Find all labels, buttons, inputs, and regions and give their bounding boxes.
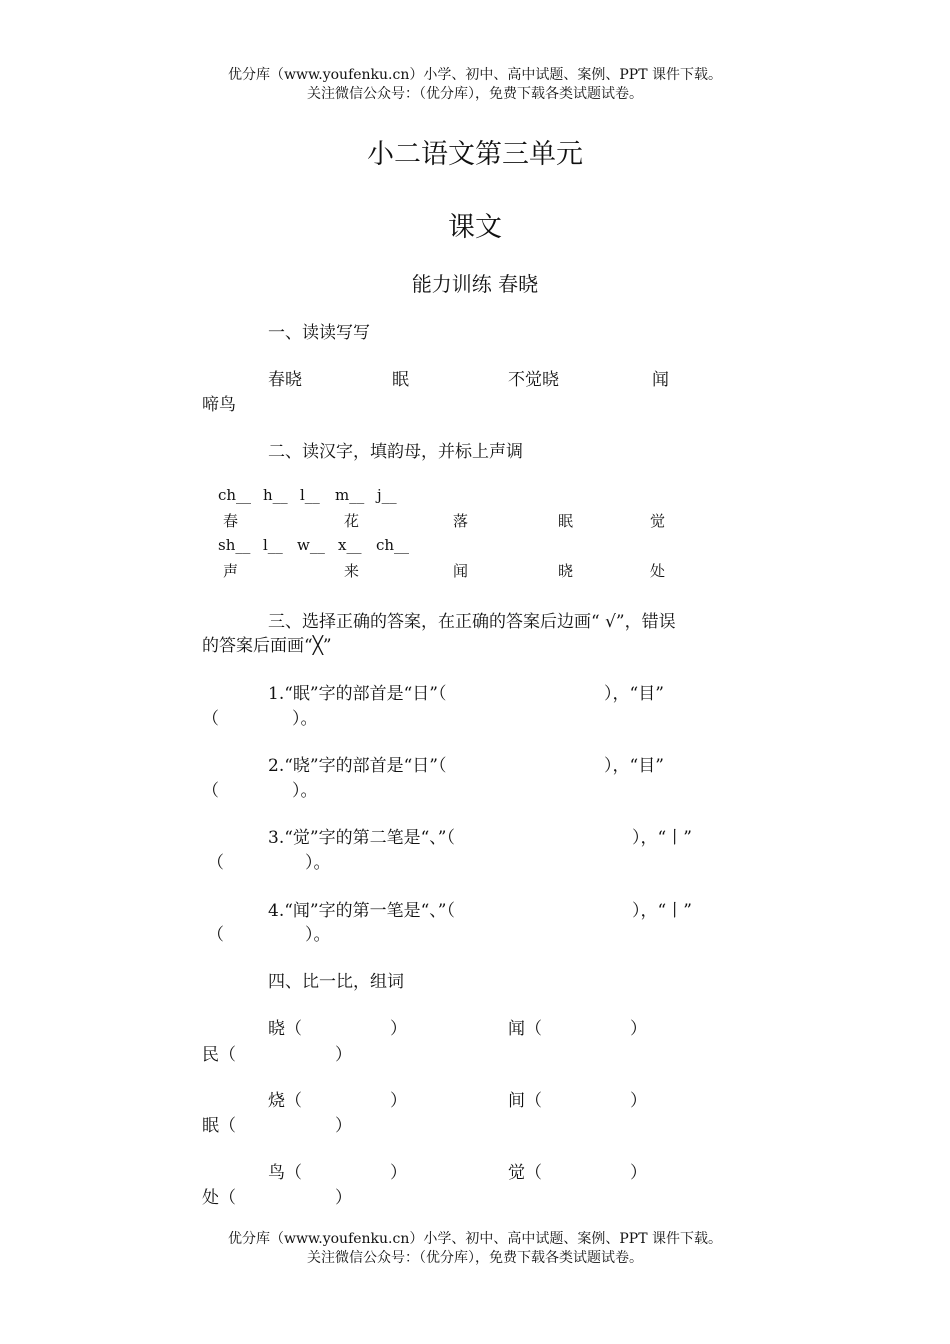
- q4-word: 间（: [508, 1091, 542, 1111]
- q3-item-paren: ）。: [305, 853, 331, 873]
- hanzi: 晓: [558, 562, 574, 580]
- q3-item-paren: （: [202, 781, 219, 801]
- footer-line-1: 优分库（www.youfenku.cn）小学、初中、高中试题、案例、PPT 课件下载。: [227, 1231, 722, 1247]
- header-line-1: 优分库（www.youfenku.cn）小学、初中、高中试题、案例、PPT 课件下载。: [227, 67, 722, 83]
- pinyin-blank: sh__: [218, 536, 251, 554]
- q3-item-cont: ），“目”: [604, 756, 664, 776]
- pinyin-blank: j__: [377, 486, 397, 504]
- pinyin-blank: ch__: [376, 536, 410, 554]
- q3-item: 1.“眠”字的部首是“日”（: [268, 684, 447, 704]
- q4-paren: ）: [335, 1116, 352, 1136]
- q4-word: 眠（: [202, 1116, 236, 1136]
- q2-heading: 二、读汉字，填韵母，并标上声调: [268, 442, 523, 462]
- q3-item-paren: （: [207, 925, 224, 945]
- q3-item-cont: ），“丨”: [632, 901, 692, 921]
- q3-item-cont: ），“目”: [604, 684, 664, 704]
- q3-item: 2.“晓”字的部首是“日”（: [268, 756, 447, 776]
- q4-word: 觉（: [508, 1163, 542, 1183]
- q1-word: 春晓: [268, 370, 302, 390]
- q3-item: 3.“觉”字的第二笔是“、”（: [268, 828, 455, 848]
- section-title: 能力训练 春晓: [411, 272, 539, 296]
- header-line-2: 关注微信公众号：（优分库），免费下载各类试题试卷。: [307, 86, 643, 102]
- q4-word: 闻（: [508, 1019, 542, 1039]
- q4-word: 鸟（: [268, 1163, 302, 1183]
- q3-item-paren: ）。: [292, 781, 318, 801]
- q1-word: 闻: [652, 370, 669, 390]
- q3-item: 4.“闻”字的第一笔是“、”（: [268, 901, 455, 921]
- q3-item-paren: （: [202, 709, 219, 729]
- q4-word: 处（: [202, 1188, 236, 1208]
- q1-word: 啼鸟: [202, 395, 236, 415]
- q4-heading: 四、比一比，组词: [268, 972, 404, 992]
- pinyin-blank: l__: [263, 536, 283, 554]
- q3-heading-cont: 的答案后面画“╳”: [202, 636, 332, 656]
- q4-paren: ）: [335, 1188, 352, 1208]
- hanzi: 落: [453, 512, 469, 530]
- q4-word: 民（: [202, 1045, 236, 1065]
- q1-word: 不觉晓: [508, 370, 559, 390]
- hanzi: 春: [223, 512, 239, 530]
- q3-item-paren: （: [207, 853, 224, 873]
- q3-item-cont: ），“丨”: [632, 828, 692, 848]
- q3-heading: 三、选择正确的答案，在正确的答案后边画“ √”，错误: [268, 612, 676, 632]
- pinyin-blank: ch__: [218, 486, 252, 504]
- footer-line-2: 关注微信公众号：（优分库），免费下载各类试题试卷。: [307, 1250, 643, 1266]
- q4-paren: ）: [390, 1091, 407, 1111]
- hanzi: 处: [650, 562, 666, 580]
- q4-paren: ）: [390, 1163, 407, 1183]
- q4-word: 晓（: [268, 1019, 302, 1039]
- q3-item-paren: ）。: [292, 709, 318, 729]
- hanzi: 花: [344, 512, 360, 530]
- q1-heading: 一、读读写写: [268, 323, 370, 343]
- pinyin-blank: x__: [338, 536, 362, 554]
- document-subtitle: 课文: [448, 212, 502, 243]
- hanzi: 觉: [650, 512, 666, 530]
- hanzi: 闻: [453, 562, 469, 580]
- q3-item-paren: ）。: [305, 925, 331, 945]
- hanzi: 声: [223, 562, 239, 580]
- hanzi: 眠: [558, 512, 574, 530]
- q4-paren: ）: [335, 1045, 352, 1065]
- pinyin-blank: w__: [297, 536, 325, 554]
- pinyin-blank: h__: [263, 486, 288, 504]
- hanzi: 来: [344, 562, 360, 580]
- q4-paren: ）: [630, 1163, 647, 1183]
- q4-paren: ）: [630, 1091, 647, 1111]
- pinyin-blank: m__: [335, 486, 365, 504]
- document-title: 小二语文第三单元: [367, 139, 583, 170]
- q1-word: 眠: [392, 370, 409, 390]
- q4-paren: ）: [390, 1019, 407, 1039]
- q4-word: 烧（: [268, 1091, 302, 1111]
- q4-paren: ）: [630, 1019, 647, 1039]
- pinyin-blank: l__: [300, 486, 320, 504]
